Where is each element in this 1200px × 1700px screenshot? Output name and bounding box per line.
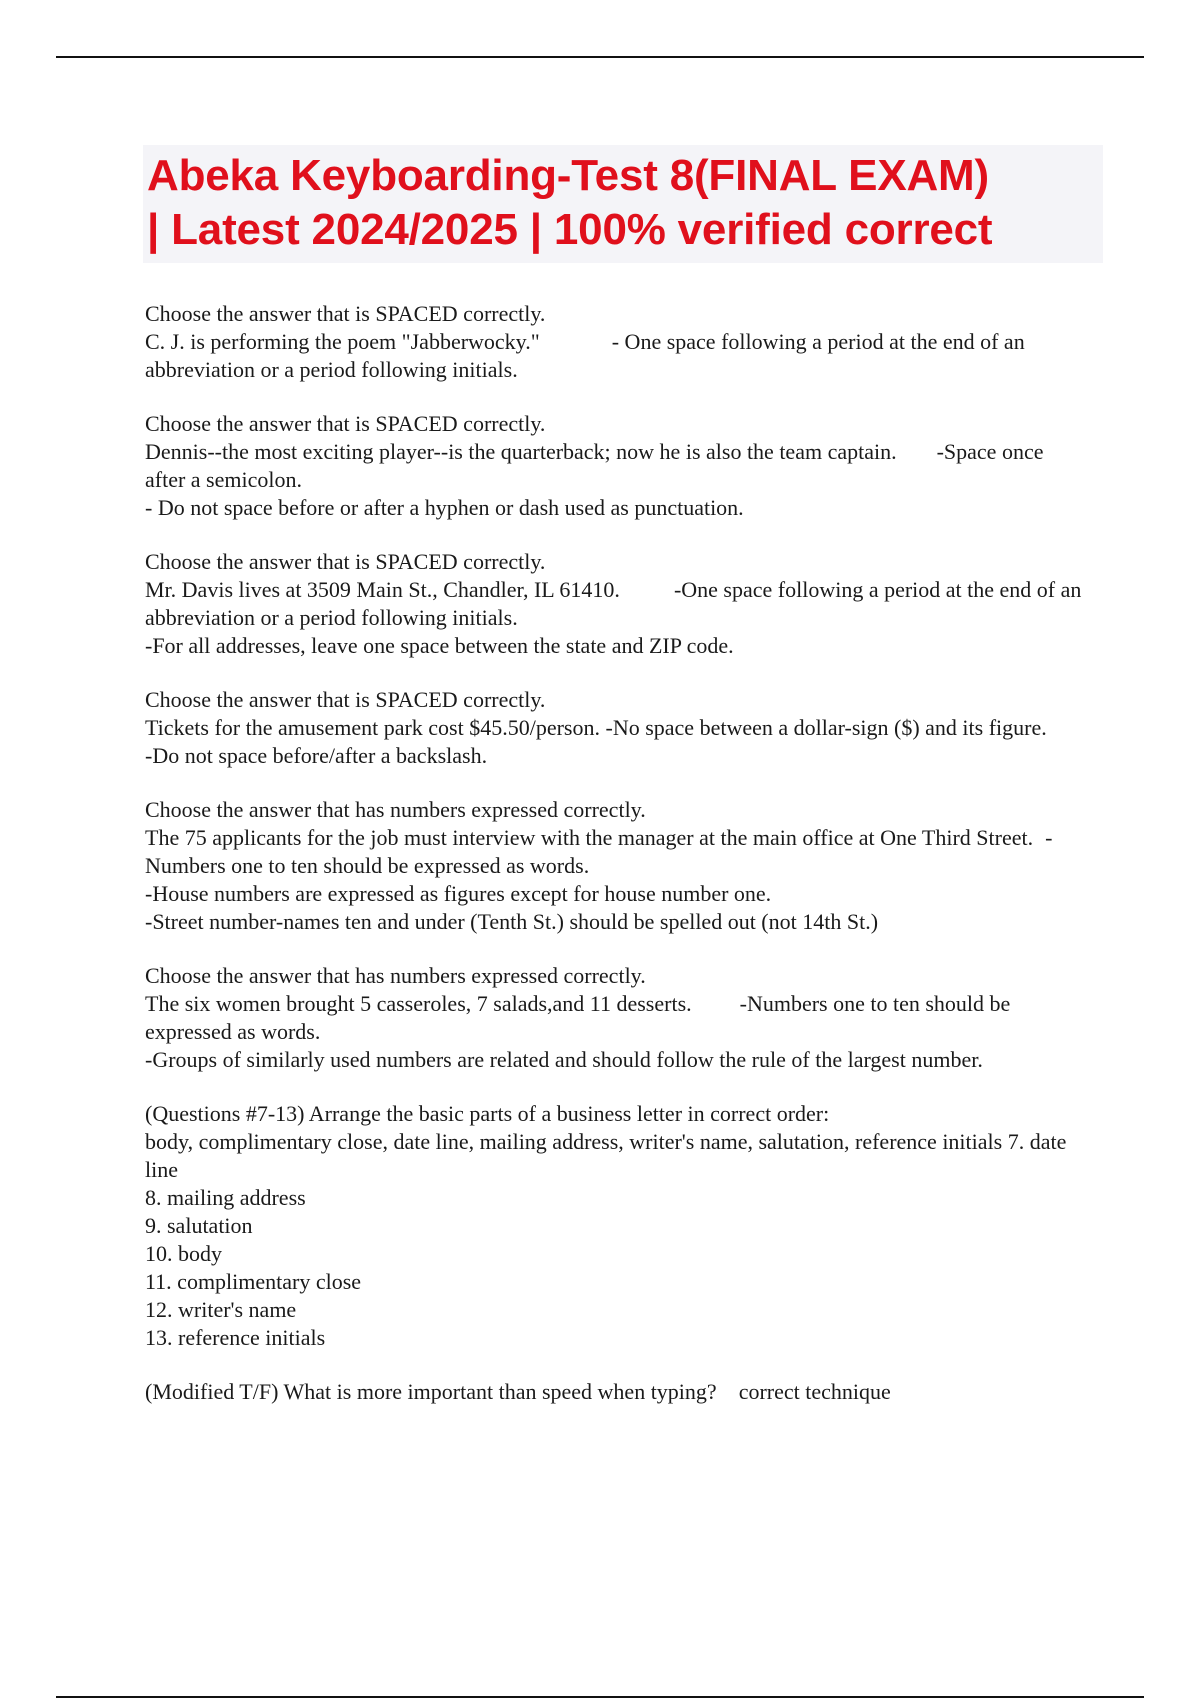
answer-text: correct technique <box>738 1379 891 1404</box>
qa-item-2 <box>145 410 1085 522</box>
question-text: (Modified T/F) What is more important than speed when typing? <box>145 1379 717 1404</box>
answer-text: C. J. is performing the poem "Jabberwocky." <box>145 329 540 354</box>
explanation-text: -Do not space before/after a backslash. <box>145 743 488 768</box>
qa-item-4 <box>145 686 1085 770</box>
question-text: Choose the answer that is SPACED correctly. <box>145 411 546 436</box>
explanation-text: - One space following a period at the end of an abbreviation or a period following initials. <box>145 329 1025 382</box>
qa-item-5 <box>145 796 1085 936</box>
question-text: Choose the answer that is SPACED correctly. <box>145 687 546 712</box>
explanation-text: 10. body <box>145 1241 222 1266</box>
qa-item-1 <box>145 300 1085 384</box>
explanation-text: 11. complimentary close <box>145 1269 362 1294</box>
explanation-text: 13. reference initials <box>145 1325 326 1350</box>
explanation-text: -Numbers one to ten should be expressed as words. <box>145 825 1053 878</box>
question-text: (Questions #7-13) Arrange the basic parts of a business letter in correct order: <box>145 1101 830 1126</box>
explanation-text: -Space once after a semicolon. <box>145 439 1044 492</box>
explanation-text: - Do not space before or after a hyphen or dash used as punctuation. <box>145 495 744 520</box>
document-title <box>143 145 1103 263</box>
explanation-text: 7. date line <box>145 1129 1067 1182</box>
explanation-text: -Groups of similarly used numbers are related and should follow the rule of the largest number. <box>145 1047 983 1072</box>
explanation-text: -Street number-names ten and under (Tenth St.) should be spelled out (not 14th St.) <box>145 909 879 934</box>
explanation-text: -Numbers one to ten should be expressed as words. <box>145 991 1011 1044</box>
qa-item-6 <box>145 962 1085 1074</box>
answer-text: Tickets for the amusement park cost $45.50/person. <box>145 715 600 740</box>
explanation-text: 9. salutation <box>145 1213 253 1238</box>
explanation-text: 12. writer's name <box>145 1297 297 1322</box>
qa-item-7 <box>145 1100 1085 1352</box>
question-text: Choose the answer that is SPACED correctly. <box>145 301 546 326</box>
explanation-text: -No space between a dollar-sign ($) and its figure. <box>605 715 1047 740</box>
question-text: Choose the answer that has numbers expressed correctly. <box>145 963 646 988</box>
question-text: Choose the answer that has numbers expressed correctly. <box>145 797 646 822</box>
answer-text: The six women brought 5 casseroles, 7 salads,and 11 desserts. <box>145 991 692 1016</box>
qa-item-3 <box>145 548 1085 660</box>
title-line-1: Abeka Keyboarding-Test 8(FINAL EXAM) <box>147 151 989 200</box>
top-rule <box>56 56 1144 58</box>
answer-text: Mr. Davis lives at 3509 Main St., Chandler, IL 61410. <box>145 577 620 602</box>
title-line-2: | Latest 2024/2025 | 100% verified correct <box>147 205 993 254</box>
bottom-rule <box>56 1696 1144 1698</box>
explanation-text: 8. mailing address <box>145 1185 306 1210</box>
answer-text: body, complimentary close, date line, mailing address, writer's name, salutation, reference initials <box>145 1129 1003 1154</box>
explanation-text: -One space following a period at the end of an abbreviation or a period following initials. <box>145 577 1082 630</box>
explanation-text: -House numbers are expressed as figures except for house number one. <box>145 881 772 906</box>
question-text: Choose the answer that is SPACED correctly. <box>145 549 546 574</box>
explanation-text: -For all addresses, leave one space between the state and ZIP code. <box>145 633 734 658</box>
answer-text: The 75 applicants for the job must interview with the manager at the main office at One Third Street. <box>145 825 1034 850</box>
answer-text: Dennis--the most exciting player--is the quarterback; now he is also the team captain. <box>145 439 897 464</box>
qa-list <box>145 300 1085 1432</box>
qa-item-8 <box>145 1378 1085 1406</box>
